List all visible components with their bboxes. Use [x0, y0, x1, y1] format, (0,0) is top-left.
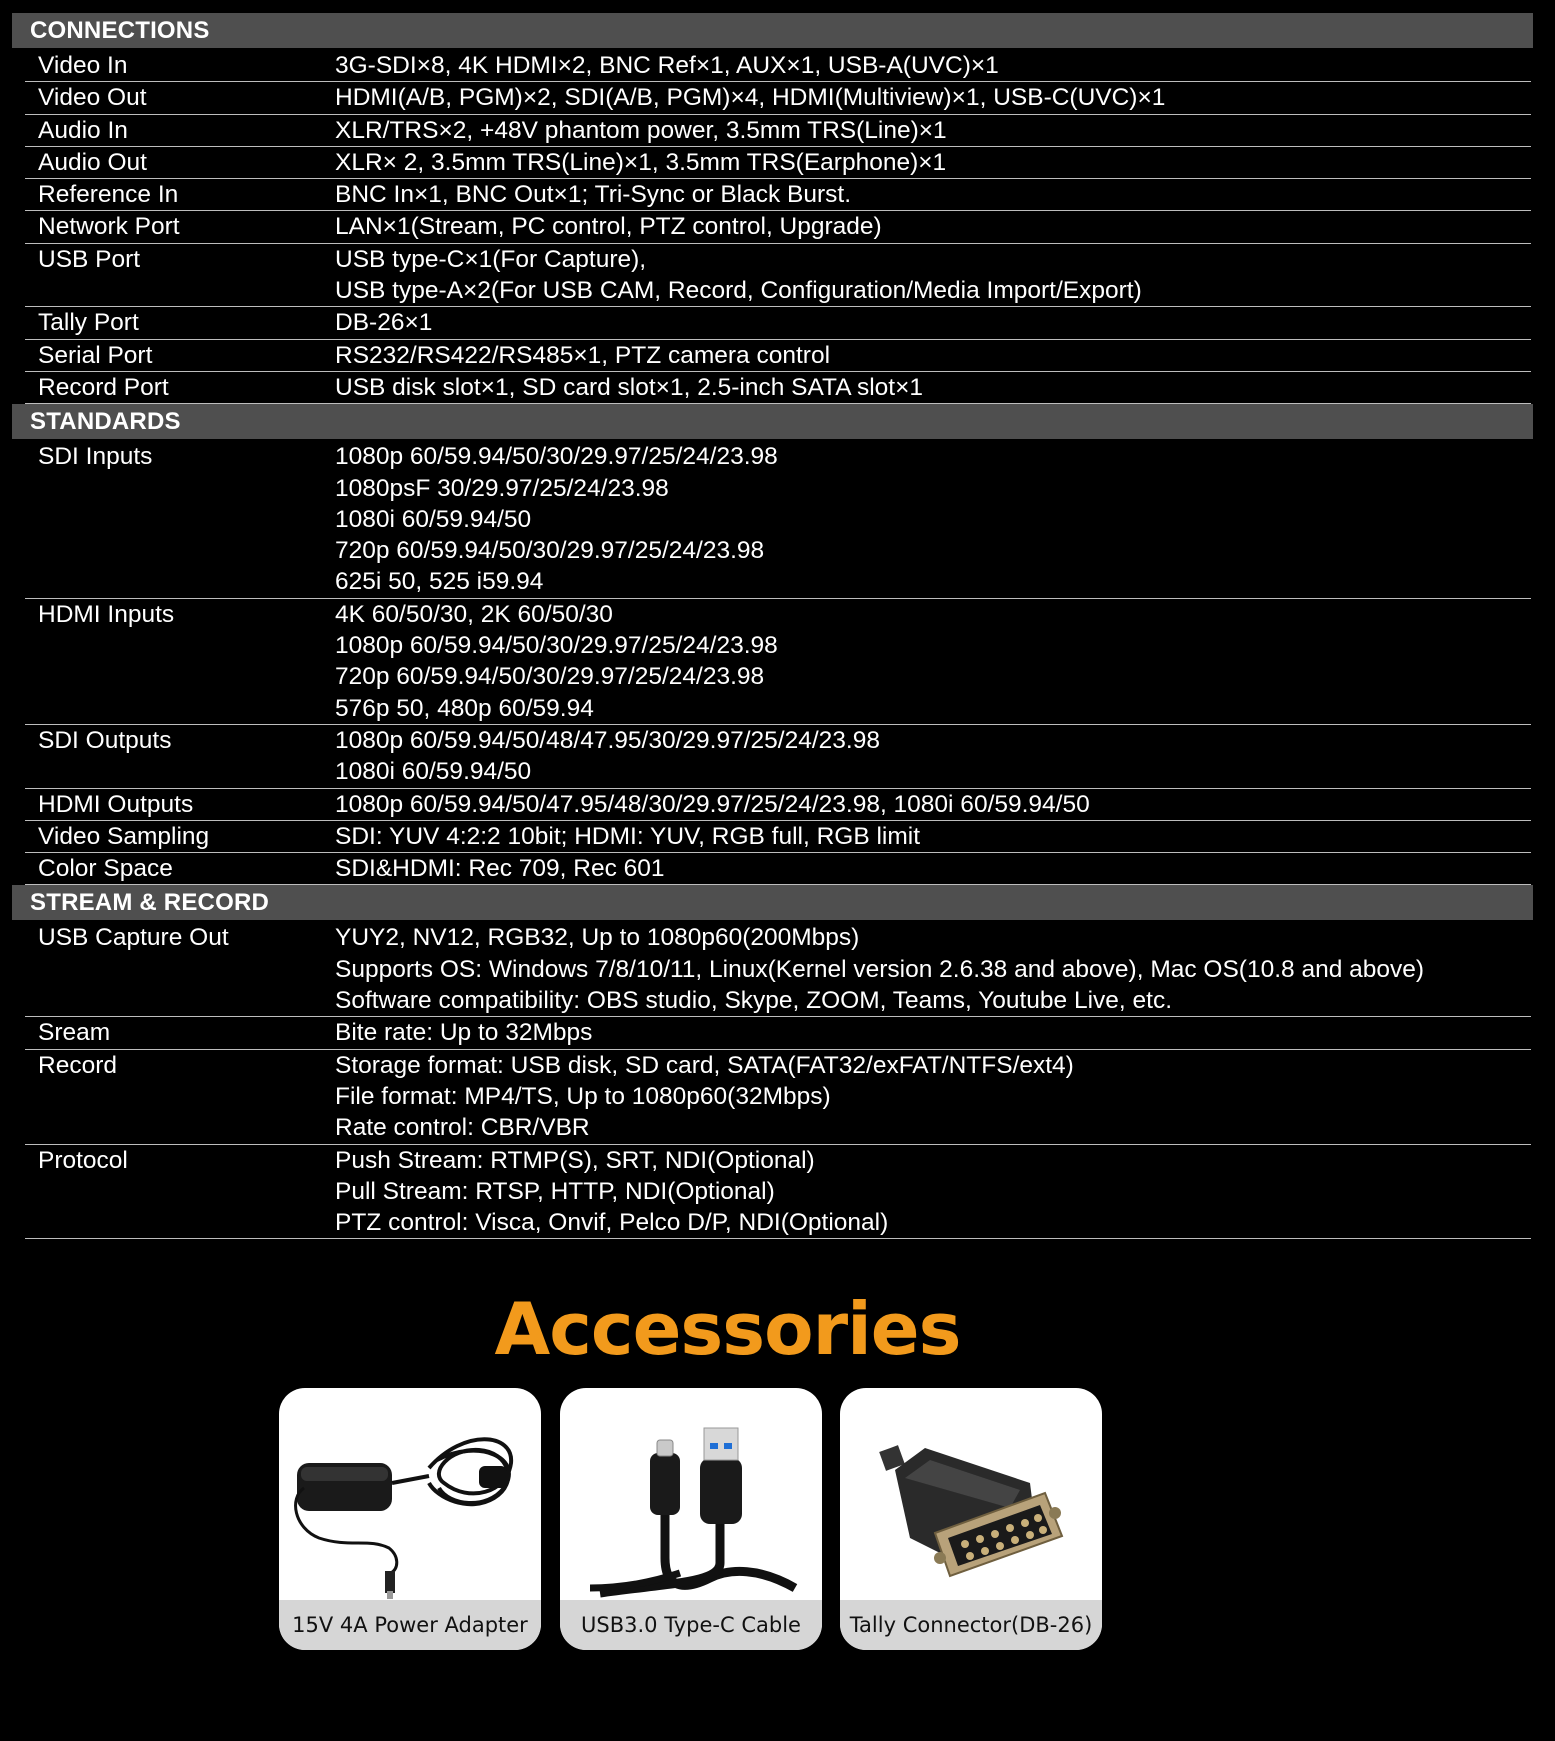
spec-label: USB Port	[38, 245, 141, 273]
spec-label: Record Port	[38, 373, 169, 401]
spec-row	[25, 922, 1531, 1017]
spec-row	[25, 725, 1531, 789]
accessories-title: Accessories	[494, 1287, 961, 1371]
spec-value-line: Pull Stream: RTSP, HTTP, NDI(Optional)	[335, 1177, 775, 1205]
section-header: CONNECTIONS	[12, 13, 1533, 48]
spec-value-line: Push Stream: RTMP(S), SRT, NDI(Optional)	[335, 1146, 815, 1174]
spec-value-line: DB-26×1	[335, 309, 433, 337]
spec-value-line: HDMI(A/B, PGM)×2, SDI(A/B, PGM)×4, HDMI(Multiview)×1, USB-C(UVC)×1	[335, 84, 1166, 112]
spec-values	[335, 1017, 1531, 1048]
spec-label: Network Port	[38, 213, 180, 241]
spec-values	[335, 82, 1531, 113]
spec-value-line: Storage format: USB disk, SD card, SATA(FAT32/exFAT/NTFS/ext4)	[335, 1051, 1074, 1079]
spec-value-line: 1080p 60/59.94/50/30/29.97/25/24/23.98	[335, 632, 778, 660]
spec-values	[335, 179, 1531, 210]
spec-values	[335, 307, 1531, 338]
usb-c-cable-icon	[560, 1388, 822, 1600]
spec-values	[335, 147, 1531, 178]
spec-label: Color Space	[38, 855, 173, 883]
spec-row	[25, 1050, 1531, 1145]
spec-row	[25, 821, 1531, 853]
spec-values	[335, 372, 1531, 403]
spec-label: Tally Port	[38, 309, 139, 337]
spec-row	[25, 441, 1531, 598]
spec-value-line: USB type-C×1(For Capture),	[335, 245, 647, 273]
spec-value-line: YUY2, NV12, RGB32, Up to 1080p60(200Mbps)	[335, 924, 860, 952]
spec-values	[335, 922, 1531, 1016]
spec-row	[25, 340, 1531, 372]
spec-label: Video In	[38, 52, 128, 79]
spec-values	[335, 789, 1531, 820]
spec-row	[25, 50, 1531, 82]
spec-value-line: File format: MP4/TS, Up to 1080p60(32Mbps)	[335, 1082, 831, 1110]
spec-row	[25, 853, 1531, 885]
spec-value-line: 1080p 60/59.94/50/30/29.97/25/24/23.98	[335, 443, 778, 471]
spec-values	[335, 599, 1531, 724]
spec-value-line: XLR× 2, 3.5mm TRS(Line)×1, 3.5mm TRS(Earphone)×1	[335, 148, 947, 176]
spec-label: USB Capture Out	[38, 924, 229, 952]
spec-value-line: 720p 60/59.94/50/30/29.97/25/24/23.98	[335, 663, 765, 691]
spec-row	[25, 179, 1531, 211]
section-header: STREAM & RECORD	[12, 885, 1533, 920]
section-header: STANDARDS	[12, 404, 1533, 439]
spec-value-line: 1080i 60/59.94/50	[335, 758, 532, 786]
spec-values	[335, 1050, 1531, 1144]
spec-values	[335, 115, 1531, 146]
spec-row	[25, 147, 1531, 179]
spec-value-line: RS232/RS422/RS485×1, PTZ camera control	[335, 341, 831, 369]
spec-label: Record	[38, 1051, 117, 1079]
accessory-caption: USB3.0 Type-C Cable	[560, 1600, 822, 1650]
spec-label: SDI Outputs	[38, 726, 172, 754]
db26-connector-icon	[840, 1388, 1102, 1600]
spec-value-line: 625i 50, 525 i59.94	[335, 568, 544, 596]
spec-value-line: 720p 60/59.94/50/30/29.97/25/24/23.98	[335, 537, 765, 565]
spec-value-line: 1080i 60/59.94/50	[335, 505, 532, 533]
spec-value-line: XLR/TRS×2, +48V phantom power, 3.5mm TRS(Line)×1	[335, 116, 947, 144]
spec-label: Video Out	[38, 84, 147, 112]
spec-table	[12, 13, 1533, 1239]
accessory-card-usb-cable	[560, 1388, 822, 1650]
spec-values	[335, 244, 1531, 307]
spec-label: HDMI Inputs	[38, 600, 175, 628]
spec-value-line: Software compatibility: OBS studio, Skype, ZOOM, Teams, Youtube Live, etc.	[335, 987, 1173, 1015]
power-adapter-icon	[279, 1388, 541, 1600]
spec-values	[335, 725, 1531, 788]
accessory-caption: Tally Connector(DB-26)	[840, 1600, 1102, 1650]
accessory-card-power-adapter	[279, 1388, 541, 1650]
spec-label: HDMI Outputs	[38, 790, 194, 818]
spec-value-line: USB disk slot×1, SD card slot×1, 2.5-inch SATA slot×1	[335, 373, 924, 401]
spec-row	[25, 372, 1531, 404]
spec-value-line: PTZ control: Visca, Onvif, Pelco D/P, NDI(Optional)	[335, 1209, 889, 1237]
spec-value-line: Supports OS: Windows 7/8/10/11, Linux(Kernel version 2.6.38 and above), Mac OS(10.8 and above)	[335, 955, 1425, 983]
spec-values	[335, 1145, 1531, 1239]
spec-values	[335, 211, 1531, 242]
spec-values	[335, 853, 1531, 884]
spec-value-line: 576p 50, 480p 60/59.94	[335, 694, 594, 722]
spec-row	[25, 307, 1531, 339]
spec-value-line: LAN×1(Stream, PC control, PTZ control, Upgrade)	[335, 213, 882, 241]
spec-value-line: Rate control: CBR/VBR	[335, 1114, 590, 1142]
accessory-card-tally-connector	[840, 1388, 1102, 1650]
spec-value-line: 4K 60/50/30, 2K 60/50/30	[335, 600, 613, 628]
spec-label: SDI Inputs	[38, 443, 153, 471]
spec-row	[25, 244, 1531, 308]
spec-row	[25, 82, 1531, 114]
spec-label: Serial Port	[38, 341, 153, 369]
spec-value-line: 3G-SDI×8, 4K HDMI×2, BNC Ref×1, AUX×1, USB-A(UVC)×1	[335, 52, 999, 79]
spec-value-line: SDI&HDMI: Rec 709, Rec 601	[335, 855, 665, 883]
spec-label: Reference In	[38, 181, 179, 209]
spec-row	[25, 115, 1531, 147]
spec-label: Audio In	[38, 116, 128, 144]
spec-value-line: Bite rate: Up to 32Mbps	[335, 1019, 593, 1047]
spec-label: Protocol	[38, 1146, 128, 1174]
spec-value-line: BNC In×1, BNC Out×1; Tri-Sync or Black Burst.	[335, 181, 852, 209]
spec-row	[25, 1145, 1531, 1240]
spec-row	[25, 599, 1531, 725]
spec-values	[335, 441, 1531, 597]
accessory-caption: 15V 4A Power Adapter	[279, 1600, 541, 1650]
spec-label: Sream	[38, 1019, 111, 1047]
spec-row	[25, 1017, 1531, 1049]
spec-value-line: SDI: YUV 4:2:2 10bit; HDMI: YUV, RGB full, RGB limit	[335, 822, 921, 850]
spec-value-line: 1080psF 30/29.97/25/24/23.98	[335, 474, 669, 502]
spec-row	[25, 211, 1531, 243]
spec-values	[335, 50, 1531, 81]
spec-value-line: USB type-A×2(For USB CAM, Record, Configuration/Media Import/Export)	[335, 277, 1142, 305]
spec-value-line: 1080p 60/59.94/50/47.95/48/30/29.97/25/24/23.98, 1080i 60/59.94/50	[335, 790, 1090, 818]
spec-label: Audio Out	[38, 148, 147, 176]
spec-row	[25, 789, 1531, 821]
spec-label: Video Sampling	[38, 822, 210, 850]
spec-value-line: 1080p 60/59.94/50/48/47.95/30/29.97/25/24/23.98	[335, 726, 880, 754]
spec-values	[335, 340, 1531, 371]
spec-values	[335, 821, 1531, 852]
